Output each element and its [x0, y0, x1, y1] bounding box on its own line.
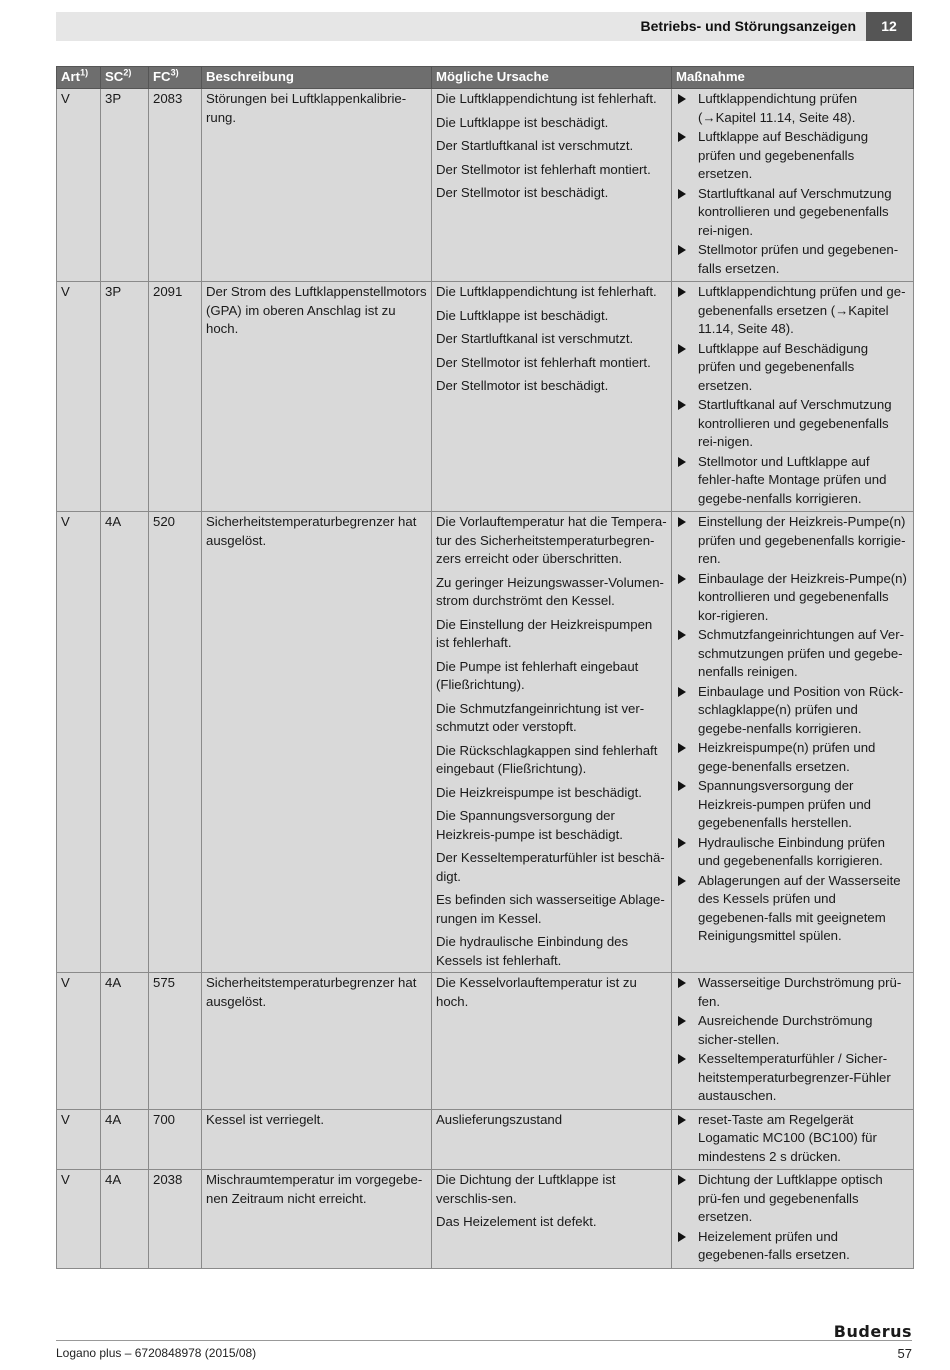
measure-text: Heizelement prüfen und gegebenen-falls ersetzen. [698, 1228, 850, 1262]
measure-item [676, 683, 909, 739]
column-header-cause: Mögliche Ursache [432, 67, 672, 89]
measure-list [676, 1171, 909, 1265]
triangle-bullet-icon [678, 400, 686, 410]
measure-item [676, 1050, 909, 1106]
page-header [56, 12, 912, 41]
measure-item [676, 90, 909, 127]
cause-item: Die Einstellung der Heizkreispumpen ist fehlerhaft. [436, 616, 653, 650]
measure-text: Startluftkanal auf Verschmutzung kontrollieren und gegebenenfalls rei-nigen. [698, 397, 892, 449]
triangle-bullet-icon [678, 574, 686, 584]
cause-item: Die Rückschlagkappen sind fehlerhaft eingebaut (Fließrichtung). [436, 742, 658, 776]
cause-item: Es befinden sich wasserseitige Ablage-rungen im Kessel. [436, 892, 665, 926]
cell-description: Sicherheitstemperaturbegrenzer hat ausgelöst. [202, 973, 432, 1110]
measure-text: Stellmotor prüfen und gegebenen-falls ersetzen. [698, 242, 899, 276]
cell-fc: 575 [149, 973, 202, 1110]
table-body [57, 89, 914, 1269]
cause-item: Die Luftklappe ist beschädigt. [436, 114, 609, 130]
triangle-bullet-icon [678, 743, 686, 753]
cause-item: Der Stellmotor ist fehlerhaft montiert. [436, 354, 651, 370]
cell-description: Störungen bei Luftklappenkalibrie-rung. [202, 89, 432, 282]
triangle-bullet-icon [678, 189, 686, 199]
cell-art: V [57, 89, 101, 282]
cell-measure [672, 282, 914, 512]
cause-item: Der Kesseltemperaturfühler ist beschä-digt. [436, 850, 665, 884]
cell-fc: 2038 [149, 1170, 202, 1269]
cell-art: V [57, 512, 101, 973]
triangle-bullet-icon [678, 287, 686, 297]
triangle-bullet-icon [678, 1016, 686, 1026]
triangle-bullet-icon [678, 978, 686, 988]
triangle-bullet-icon [678, 245, 686, 255]
cause-item: Der Stellmotor ist beschädigt. [436, 378, 609, 393]
error-code-table [56, 66, 914, 1269]
measure-item [676, 739, 909, 776]
cell-measure [672, 1170, 914, 1269]
cell-fc: 2083 [149, 89, 202, 282]
measure-item [676, 570, 909, 626]
cause-item: Die Kesselvorlauftemperatur ist zu hoch. [436, 975, 637, 1009]
column-header-measure: Maßnahme [672, 67, 914, 89]
measure-text: Dichtung der Luftklappe optisch prü-fen und gegebenenfalls ersetzen. [698, 1172, 883, 1224]
measure-item [676, 283, 909, 339]
cause-item: Die Luftklappendichtung ist fehlerhaft. [436, 284, 657, 299]
cause-item: Der Stellmotor ist fehlerhaft montiert. [436, 161, 651, 177]
cell-fc: 520 [149, 512, 202, 973]
column-header-sc: SC$^{2)}$ [101, 67, 149, 89]
measure-item [676, 1171, 909, 1227]
triangle-bullet-icon [678, 876, 686, 886]
measure-text: Einstellung der Heizkreis-Pumpe(n) prüfen und gegebenenfalls korrigie-ren. [698, 514, 906, 566]
triangle-bullet-icon [678, 457, 686, 467]
measure-text: Wasserseitige Durchströmung prü-fen. [698, 975, 902, 1009]
cell-measure [672, 1109, 914, 1170]
cell-sc: 4A [101, 1170, 149, 1269]
measure-text: Startluftkanal auf Verschmutzung kontrollieren und gegebenenfalls rei-nigen. [698, 185, 892, 238]
cell-cause [432, 512, 672, 973]
table-header-row [57, 67, 914, 89]
measure-item [676, 1012, 909, 1049]
measure-item [676, 626, 909, 682]
measure-item [676, 241, 909, 278]
triangle-bullet-icon [678, 1232, 686, 1242]
cell-description: Mischraumtemperatur im vorgegebe-nen Zeitraum nicht erreicht. [202, 1170, 432, 1269]
cause-item: Die Schmutzfangeinrichtung ist ver-schmutzt oder verstopft. [436, 700, 645, 734]
column-header-art: Art$^{1)}$ [57, 67, 101, 89]
table-row [57, 512, 914, 973]
cause-item: Das Heizelement ist defekt. [436, 1214, 597, 1229]
measure-text: Schmutzfangeinrichtungen auf Ver-schmutzungen prüfen und gegebe-nenfalls reinigen. [698, 627, 904, 679]
triangle-bullet-icon [678, 132, 686, 142]
measure-text: Luftklappe auf Beschädigung prüfen und gegebenenfalls ersetzen. [698, 340, 869, 393]
measure-item [676, 128, 909, 184]
cell-sc: 4A [101, 512, 149, 973]
measure-list [676, 90, 909, 278]
cell-cause [432, 1109, 672, 1170]
cause-item: Der Stellmotor ist beschädigt. [436, 185, 609, 200]
footer-document-id: Logano plus – 6720848978 (2015/08) [56, 1346, 257, 1360]
cell-art: V [57, 282, 101, 512]
cause-item: Die Dichtung der Luftklappe ist verschlis-sen. [436, 1172, 616, 1206]
cell-art: V [57, 1109, 101, 1170]
footer-page-number: 57 [897, 1346, 912, 1361]
measure-text: Luftklappe auf Beschädigung prüfen und gegebenenfalls ersetzen. [698, 129, 869, 181]
table-row [57, 973, 914, 1110]
cell-description: Sicherheitstemperaturbegrenzer hat ausgelöst. [202, 512, 432, 973]
cell-cause [432, 973, 672, 1110]
measure-list [676, 513, 909, 946]
cell-fc: 2091 [149, 282, 202, 512]
measure-text: Hydraulische Einbindung prüfen und gegebenenfalls korrigieren. [698, 834, 885, 868]
measure-item [676, 396, 909, 452]
cell-sc: 3P [101, 282, 149, 512]
cell-sc: 4A [101, 1109, 149, 1170]
triangle-bullet-icon [678, 687, 686, 697]
measure-text: Stellmotor und Luftklappe auf fehler-hafte Montage prüfen und gegebe-nenfalls korrigieren. [698, 453, 887, 506]
cell-art: V [57, 1170, 101, 1269]
footer-divider [56, 1340, 912, 1341]
triangle-bullet-icon [678, 1175, 686, 1185]
cause-item: Der Startluftkanal ist verschmutzt. [436, 138, 634, 153]
cell-measure [672, 512, 914, 973]
measure-text: Einbaulage und Position von Rück-schlagklappe(n) prüfen und gegebe-nenfalls korrigieren. [698, 683, 904, 736]
measure-item [676, 1228, 909, 1265]
cell-art: V [57, 973, 101, 1110]
cell-sc: 4A [101, 973, 149, 1110]
cell-cause [432, 282, 672, 512]
cause-item: Die hydraulische Einbindung des Kessels ist fehlerhaft. [436, 934, 629, 968]
measure-item [676, 453, 909, 509]
cause-item: Auslieferungszustand [436, 1111, 563, 1127]
triangle-bullet-icon [678, 1054, 686, 1064]
section-title: Betriebs- und Störungsanzeigen [640, 18, 856, 34]
cell-fc: 700 [149, 1109, 202, 1170]
cell-description: Kessel ist verriegelt. [202, 1109, 432, 1170]
table-row [57, 1170, 914, 1269]
triangle-bullet-icon [678, 1115, 686, 1125]
measure-item [676, 1111, 909, 1167]
cell-cause [432, 1170, 672, 1269]
cell-measure [672, 89, 914, 282]
measure-item [676, 513, 909, 569]
triangle-bullet-icon [678, 781, 686, 791]
measure-item [676, 185, 909, 241]
triangle-bullet-icon [678, 630, 686, 640]
cell-measure [672, 973, 914, 1110]
table-row [57, 89, 914, 282]
measure-text: Spannungsversorgung der Heizkreis-pumpen prüfen und gegebenenfalls herstellen. [698, 778, 871, 830]
measure-text: Ausreichende Durchströmung sicher-stellen. [698, 1013, 873, 1047]
cell-sc: 3P [101, 89, 149, 282]
triangle-bullet-icon [678, 344, 686, 354]
measure-list [676, 1111, 909, 1167]
column-header-fc: FC$^{3)}$ [149, 67, 202, 89]
cause-item: Die Luftklappe ist beschädigt. [436, 307, 609, 323]
measure-text: Einbaulage der Heizkreis-Pumpe(n) kontrollieren und gegebenenfalls kor-rigieren. [698, 570, 907, 623]
triangle-bullet-icon [678, 517, 686, 527]
measure-text: Luftklappendichtung prüfen (→Kapitel 11.14, Seite 48). [698, 91, 858, 125]
table-row [57, 282, 914, 512]
cause-item: Die Pumpe ist fehlerhaft eingebaut (Fließrichtung). [436, 658, 639, 692]
triangle-bullet-icon [678, 94, 686, 104]
measure-item [676, 974, 909, 1011]
chapter-number: 12 [866, 12, 912, 41]
measure-list [676, 283, 909, 508]
column-header-description: Beschreibung [202, 67, 432, 89]
cell-cause [432, 89, 672, 282]
measure-text: Heizkreispumpe(n) prüfen und gege-benenfalls ersetzen. [698, 740, 876, 774]
brand-logo: Buderus [833, 1322, 912, 1341]
measure-text: Ablagerungen auf der Wasserseite des Kessels prüfen und gegebenen-falls mit geeignetem Reinigungsmittel spülen. [698, 872, 901, 943]
triangle-bullet-icon [678, 838, 686, 848]
measure-text: Luftklappendichtung prüfen und ge-gebenenfalls ersetzen (→Kapitel 11.14, Seite 48). [698, 284, 906, 336]
measure-text: Kesseltemperaturfühler / Sicher-heitstemperaturbegrenzer-Fühler austauschen. [698, 1051, 891, 1103]
cause-item: Die Spannungsversorgung der Heizkreis-pumpe ist beschädigt. [436, 808, 623, 842]
cause-item: Die Vorlauftemperatur hat die Tempera-tur des Sicherheitstemperaturbegren-zers erreicht oder überschritten. [436, 514, 667, 566]
measure-item [676, 777, 909, 833]
cause-item: Die Luftklappendichtung ist fehlerhaft. [436, 91, 657, 106]
cause-item: Zu geringer Heizungswasser-Volumen-strom durchströmt den Kessel. [436, 574, 664, 608]
cause-item: Der Startluftkanal ist verschmutzt. [436, 331, 634, 346]
cause-item: Die Heizkreispumpe ist beschädigt. [436, 784, 642, 800]
measure-item [676, 834, 909, 871]
measure-item [676, 872, 909, 946]
measure-list [676, 974, 909, 1106]
measure-item [676, 340, 909, 396]
measure-text: reset-Taste am Regelgerät Logamatic MC100 (BC100) für mindestens 2 s drücken. [698, 1111, 877, 1164]
cell-description: Der Strom des Luftklappenstellmotors (GPA) im oberen Anschlag ist zu hoch. [202, 282, 432, 512]
table-row [57, 1109, 914, 1170]
